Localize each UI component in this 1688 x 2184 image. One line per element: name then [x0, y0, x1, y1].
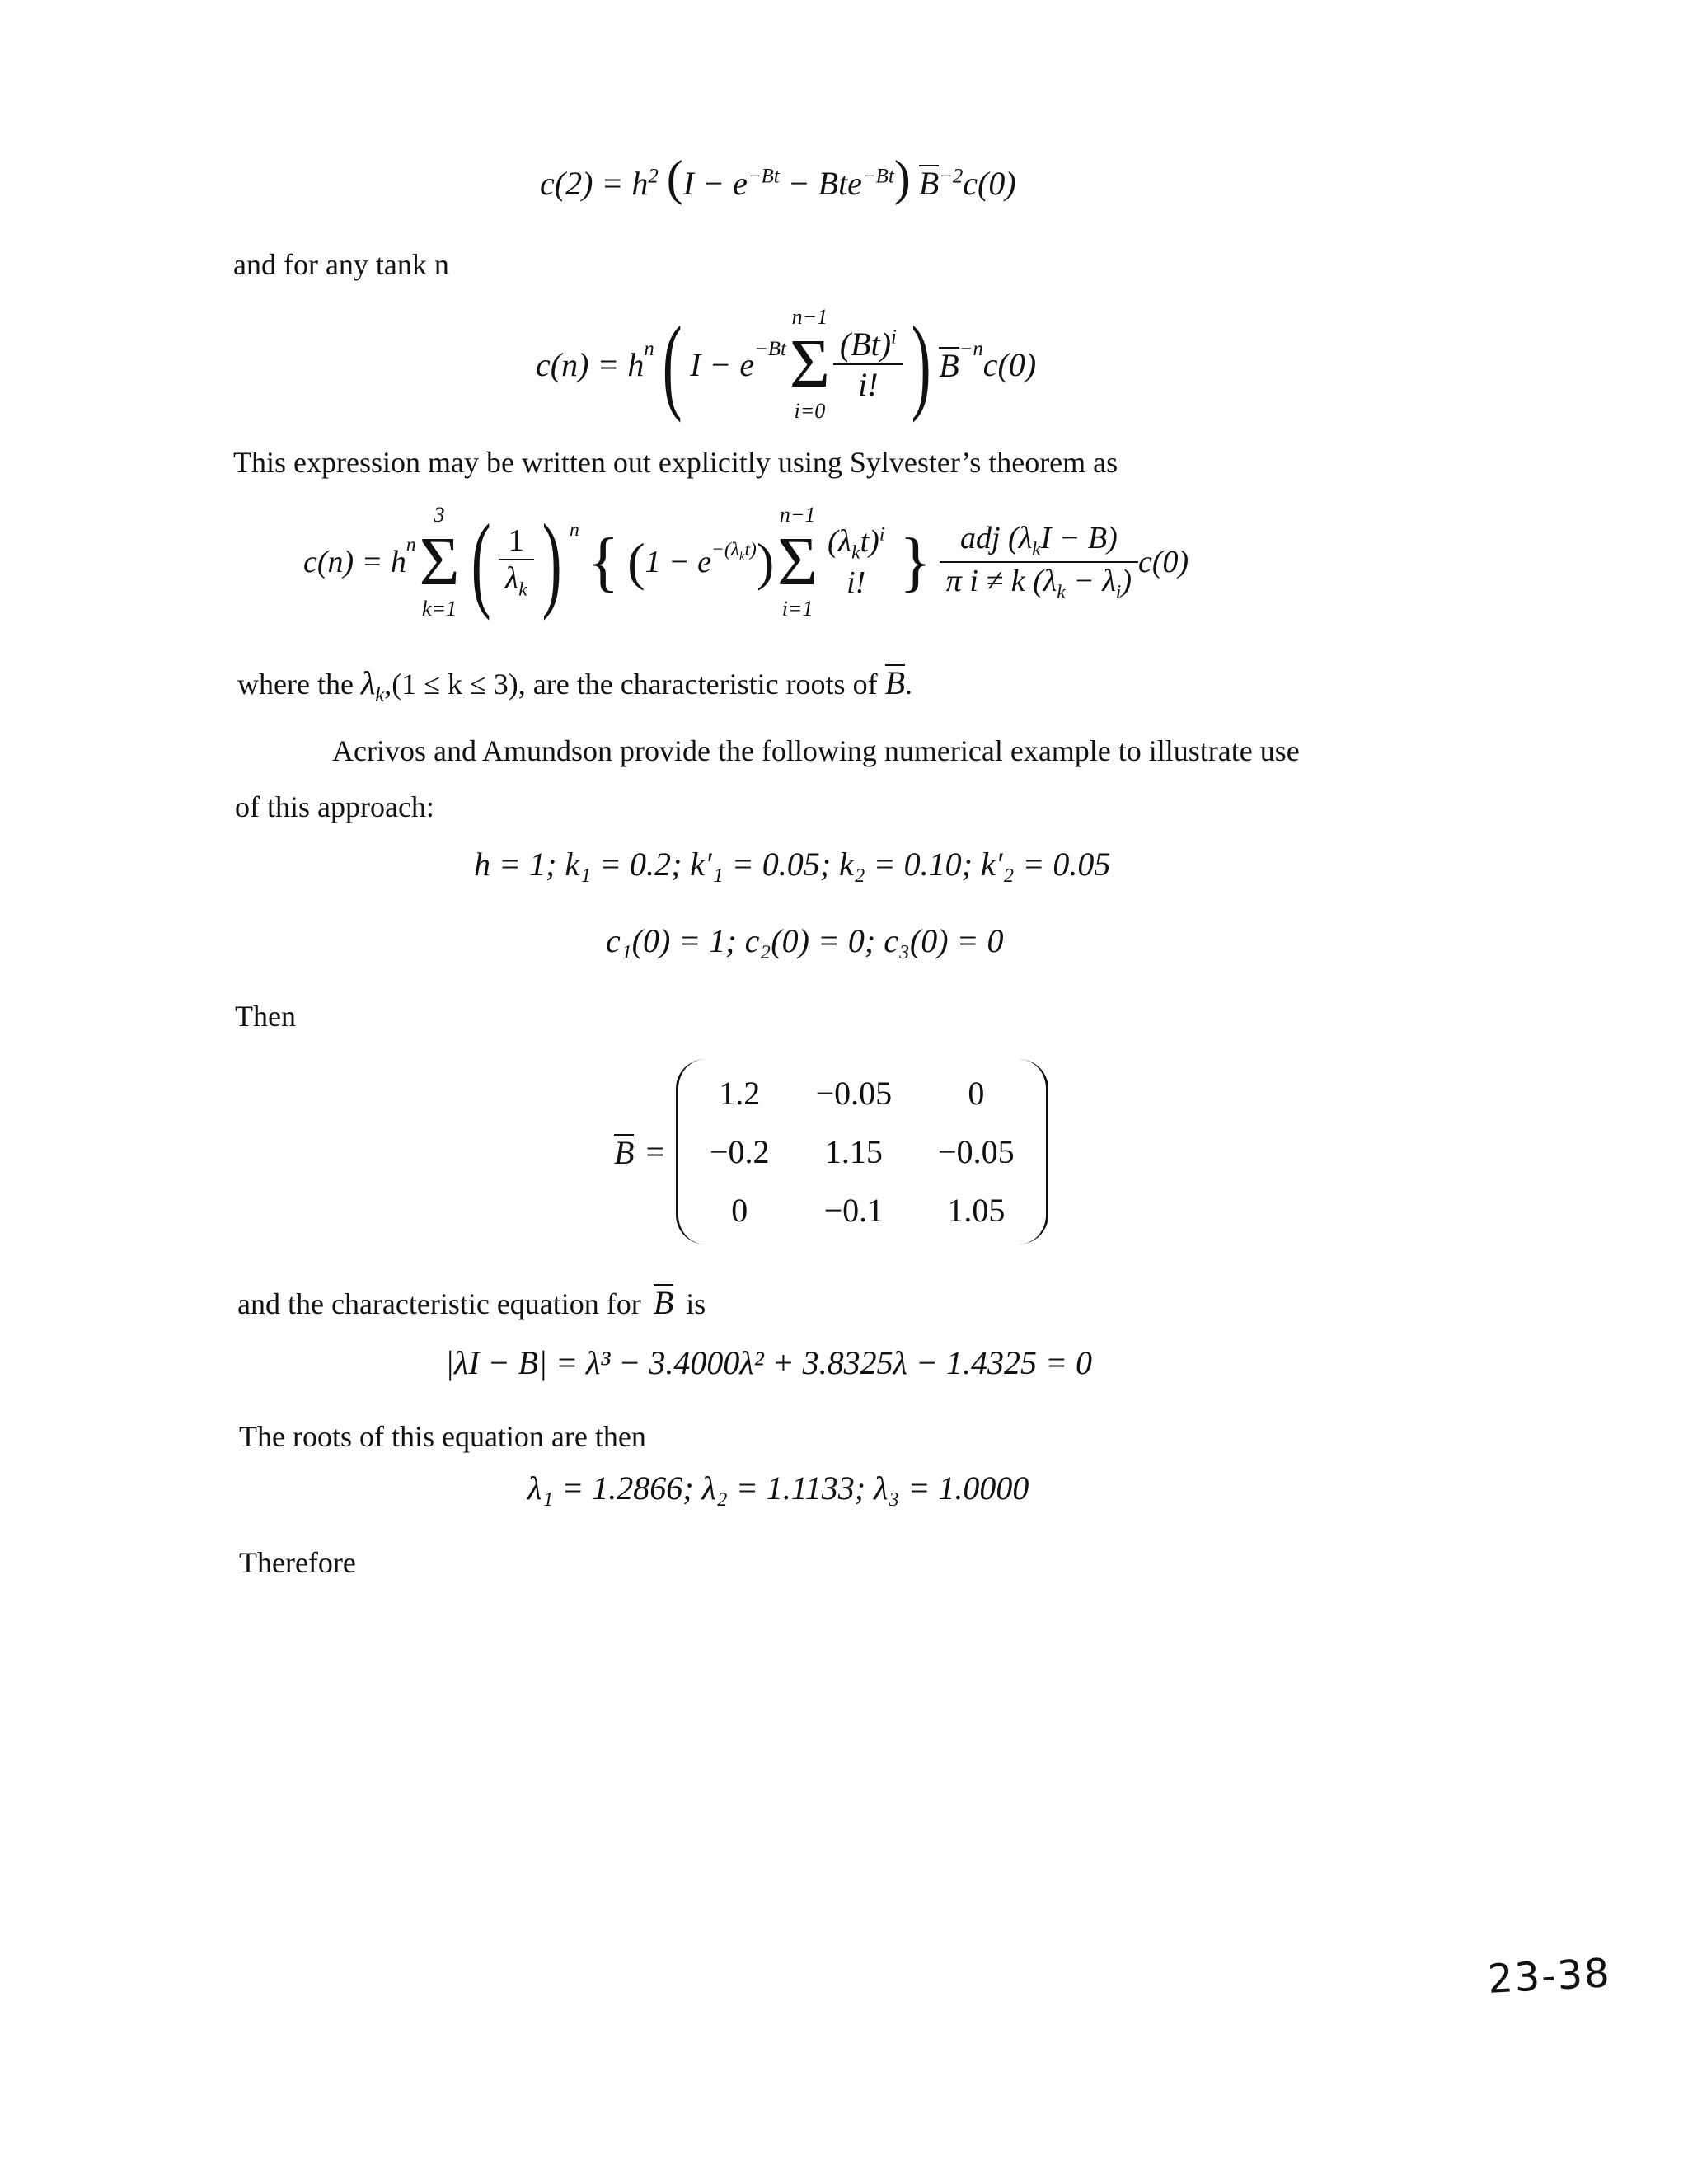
equation-roots: λ₁ = 1.2866; λ₂ = 1.1133; λ₃ = 1.0000 — [528, 1469, 1029, 1507]
eq1-open-paren: ( — [666, 151, 683, 205]
eq3-frac3 — [940, 520, 1138, 603]
eq3-frac3-den-sub2: i — [1115, 581, 1122, 603]
eq3-frac2 — [821, 523, 891, 601]
matrix-cell: −0.1 — [823, 1192, 884, 1229]
eq3-inner-exp-a: −(λ — [711, 539, 739, 560]
matrix-equals: = — [645, 1133, 664, 1170]
eq2-sigma: Σ — [789, 326, 830, 402]
eq3-inner-exp — [711, 539, 757, 565]
eq3-frac3-num-sub: k — [1032, 539, 1041, 560]
eq3-frac2-den: i! — [846, 565, 866, 600]
matrix-row — [687, 1181, 1038, 1240]
eq3-frac2-num-end: t) — [860, 524, 879, 560]
eq3-frac2-num — [821, 523, 891, 565]
eq3-frac1-den-lambda: λ — [504, 561, 519, 597]
eq3-open-brace: { — [587, 525, 620, 598]
eq2-num-exp: i — [891, 326, 897, 349]
where-a: where the — [237, 668, 354, 701]
where-bbar: B — [884, 664, 905, 701]
matrix-row — [687, 1122, 1038, 1181]
eq1-square: 2 — [648, 165, 659, 188]
eq2-tail: c(0) — [982, 345, 1037, 383]
eq3-frac3-den-a: π i ≠ k (λ — [945, 564, 1057, 598]
matrix-label: B — [614, 1134, 635, 1171]
eq3-close-paren2: ) — [756, 532, 775, 591]
eq3-inner-exp-end: t) — [744, 539, 757, 560]
matrix-cell: −0.05 — [938, 1133, 1015, 1170]
eq1-bbar: B — [918, 165, 940, 202]
eq2-num-text: (Bt) — [839, 326, 892, 363]
eq2-body: I − e — [690, 345, 755, 383]
equation-characteristic: |λI − B| = λ³ − 3.4000λ² + 3.8325λ − 1.4325 = 0 — [445, 1344, 1092, 1381]
eq3-frac3-num-end: I − B) — [1040, 521, 1118, 556]
matrix-cell: −0.05 — [815, 1075, 893, 1112]
eq1-binv: −2 — [939, 165, 964, 188]
eq3-sum2-bot: i=1 — [781, 597, 814, 621]
eq2-lhs: c(n) = h — [536, 345, 645, 383]
text-roots: The roots of this equation are then — [239, 1420, 646, 1453]
eq3-frac3-num-a: adj (λ — [960, 521, 1033, 556]
eq3-paren-pow: n — [570, 519, 579, 541]
eq1-lhs: c(2) = h — [540, 165, 649, 202]
eq2-sum-bot: i=0 — [794, 399, 826, 423]
matrix-cell: 1.2 — [719, 1075, 761, 1112]
eq2-num — [833, 325, 903, 365]
eq2-sum — [790, 305, 830, 424]
matrix-cell: 0 — [731, 1192, 748, 1229]
eq3-sigma2: Σ — [777, 523, 818, 600]
eq2-open-paren: ( — [662, 305, 682, 424]
eq3-open-paren1: ( — [471, 503, 491, 621]
eq3-frac1-den-sub: k — [518, 579, 528, 601]
where-lambda — [360, 664, 385, 706]
matrix-brackets — [676, 1059, 1048, 1244]
eq1-close-paren: ) — [893, 151, 911, 205]
eq3-frac3-den-end: ) — [1121, 564, 1132, 598]
text-then: Then — [235, 1000, 296, 1033]
eq3-close-brace: } — [899, 525, 931, 598]
eq3-frac2-num-a: (λ — [828, 524, 852, 560]
eq3-frac2-num-exp: i — [879, 523, 885, 546]
text-sylvester: This expression may be written out explicitly using Sylvester’s theorem as — [233, 446, 1118, 479]
eq3-lhs: c(n) = h — [303, 545, 406, 579]
eq1-tail: c(0) — [963, 165, 1016, 202]
eq3-close-paren1: ) — [542, 503, 562, 621]
text-any-tank: and for any tank n — [233, 248, 449, 281]
char-eq-a: and the characteristic equation for — [237, 1287, 641, 1320]
eq3-frac3-den — [940, 563, 1138, 604]
eq3-sum2 — [777, 503, 818, 621]
where-lambda-symbol: λ — [360, 664, 376, 701]
eq3-frac1-den — [499, 560, 534, 602]
eq2-binv: −n — [959, 338, 983, 360]
eq3-tail: c(0) — [1138, 545, 1189, 579]
text-acrivos-2: of this approach: — [235, 790, 434, 823]
matrix-cell: 0 — [968, 1075, 985, 1112]
text-acrivos-1: Acrivos and Amundson provide the following numerical example to illustrate use — [332, 734, 1300, 767]
char-eq-bbar: B — [653, 1284, 674, 1321]
eq1-mid: − Bte — [787, 165, 862, 202]
where-b: ,(1 ≤ k ≤ 3), are the characteristic roots of — [384, 668, 878, 701]
char-eq-b: is — [686, 1287, 706, 1320]
equation-parameters: h = 1; k₁ = 0.2; k′₁ = 0.05; k₂ = 0.10; k′₂ = 0.05 — [474, 846, 1111, 883]
eq1-exp2: −Bt — [861, 165, 894, 188]
matrix-b — [614, 1059, 1048, 1244]
text-char-eq — [237, 1284, 706, 1321]
text-where — [237, 663, 912, 707]
matrix-cell: 1.05 — [947, 1192, 1006, 1229]
eq3-sum1-top: 3 — [434, 503, 445, 527]
eq1-exp1: −Bt — [747, 165, 780, 188]
eq3-sum1 — [420, 503, 460, 621]
eq3-open-paren2: ( — [627, 532, 645, 591]
eq3-frac2-num-sub: k — [851, 541, 860, 564]
equation-c2 — [540, 150, 1016, 207]
matrix-cell: −0.2 — [710, 1133, 770, 1170]
eq2-sum-top: n−1 — [791, 305, 828, 329]
page-number: 23-38 — [1486, 1950, 1612, 2003]
equation-sylvester — [303, 503, 1189, 621]
eq3-frac3-num — [940, 520, 1138, 563]
eq2-bbar: B — [939, 346, 959, 384]
equation-initial-conditions: c₁(0) = 1; c₂(0) = 0; c₃(0) = 0 — [606, 922, 1004, 959]
eq3-pow: n — [406, 534, 416, 555]
eq2-fraction — [833, 325, 903, 404]
eq2-exp: −Bt — [754, 338, 786, 360]
eq2-den: i! — [858, 366, 879, 403]
matrix-row — [687, 1064, 1038, 1122]
eq2-close-paren: ) — [911, 305, 931, 424]
where-c: . — [905, 668, 912, 701]
eq3-frac1 — [499, 523, 534, 602]
text-therefore: Therefore — [239, 1546, 356, 1579]
eq3-frac1-num: 1 — [499, 523, 534, 560]
eq3-inner-exp-sub: k — [738, 550, 745, 564]
eq3-frac3-den-sub1: k — [1057, 581, 1066, 603]
eq3-frac3-den-mid: − λ — [1065, 564, 1116, 598]
matrix-table — [687, 1064, 1038, 1240]
eq3-sum2-top: n−1 — [779, 503, 816, 527]
eq3-inner: 1 − e — [645, 545, 712, 579]
where-lambda-sub: k — [375, 684, 385, 706]
eq2-pow: n — [644, 338, 654, 360]
eq3-sum1-bot: k=1 — [422, 597, 457, 621]
eq1-body: I − e — [682, 165, 748, 202]
equation-cn — [536, 305, 1036, 424]
eq3-sigma1: Σ — [419, 523, 460, 600]
matrix-cell: 1.15 — [824, 1133, 883, 1170]
